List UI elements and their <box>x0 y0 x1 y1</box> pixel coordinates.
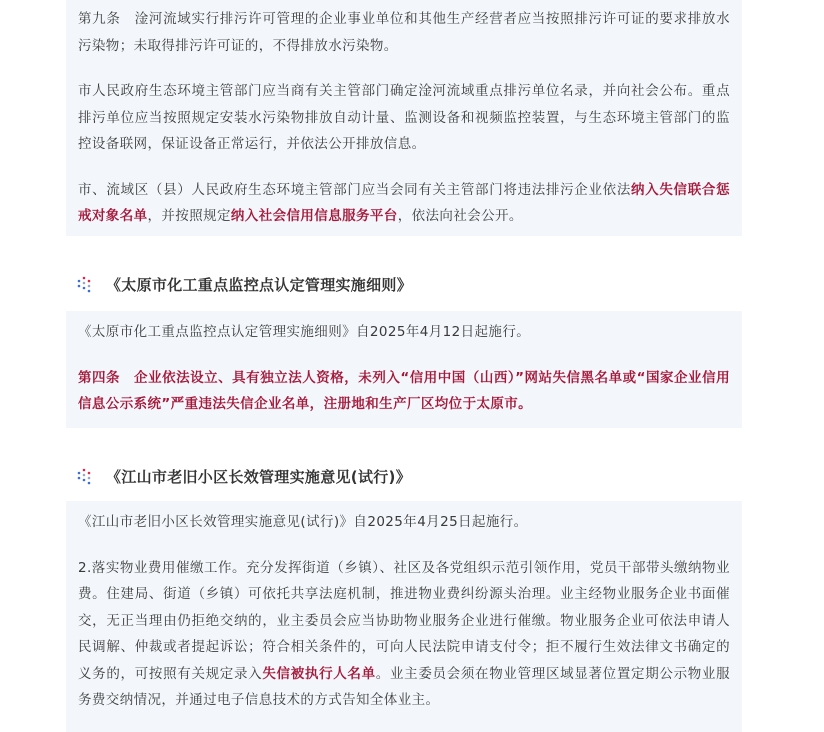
section-block-2 <box>66 311 742 428</box>
property-fee-paragraph <box>78 555 730 714</box>
effective-date-paragraph: 《江山市老旧小区长效管理实施意见(试行)》自2025年4月25日起施行。 <box>78 514 528 530</box>
section-block-3 <box>66 501 742 732</box>
paragraph-text: ，并按照规定 <box>147 208 231 224</box>
section-block-1 <box>66 0 742 236</box>
highlight-text: 纳入失信联合惩戒对象名单 <box>78 181 730 224</box>
section-heading-2 <box>76 271 412 297</box>
section-title: 《太原市化工重点监控点认定管理实施细则》 <box>106 275 413 294</box>
highlight-text: 纳入社会信用信息服务平台 <box>230 208 398 224</box>
section-title: 《江山市老旧小区长效管理实施意见(试行)》 <box>106 467 412 486</box>
highlight-text: 失信被执行人名单 <box>262 665 376 682</box>
credit-punishment-paragraph <box>78 177 730 230</box>
section-heading-3 <box>76 463 411 489</box>
dots-icon <box>76 467 94 485</box>
effective-date-paragraph: 《太原市化工重点监控点认定管理实施细则》自2025年4月12日起施行。 <box>78 324 531 340</box>
key-polluter-paragraph: 市人民政府生态环境主管部门应当商有关主管部门确定淦河流域重点排污单位名录，并向社会公布。重点排污单位应当按照规定安装水污染物排放自动计量、监测设备和视频监控装置，与生态环境主管部门的监控设备联网，保证设备正常运行，并依法公开排放信息。 <box>78 83 730 152</box>
paragraph-text: 。业主委员会须在物业管理区域显著位置定期公示物业服务费交纳情况，并通过电子信息技术的方式告知全体业主。 <box>78 665 731 708</box>
dots-icon <box>76 275 94 293</box>
paragraph-text: 2.落实物业费用催缴工作。充分发挥街道（乡镇）、社区及各党组织示范引领作用，党员干部带头缴纳物业费。住建局、街道（乡镇）可依托共享法庭机制，推进物业费纠纷源头治理。业主经物业服务企业书面催交，无正当理由仍拒绝交纳的，业主委员会应当协助物业服务企业进行催缴。物业服务企业可依法申请人民调解、仲裁或者提起诉讼；符合相关条件的，可向人民法院申请支付令；拒不履行生效法律文书确定的义务的，可按照有关规定录入 <box>78 559 730 682</box>
article-4-paragraph: 第四条 企业依法设立、具有独立法人资格，未列入“信用中国（山西）”网站失信黑名单或“国家企业信用信息公示系统”严重违法失信企业名单，注册地和生产厂区均位于太原市。 <box>78 369 730 412</box>
paragraph-text: ，依法向社会公开。 <box>397 208 523 224</box>
paragraph-text: 市、流域区（县）人民政府生态环境主管部门应当会同有关主管部门将违法排污企业依法 <box>78 181 631 198</box>
article-9-paragraph: 第九条 淦河流域实行排污许可管理的企业事业单位和其他生产经营者应当按照排污许可证的要求排放水污染物；未取得排污许可证的，不得排放水污染物。 <box>78 11 730 54</box>
